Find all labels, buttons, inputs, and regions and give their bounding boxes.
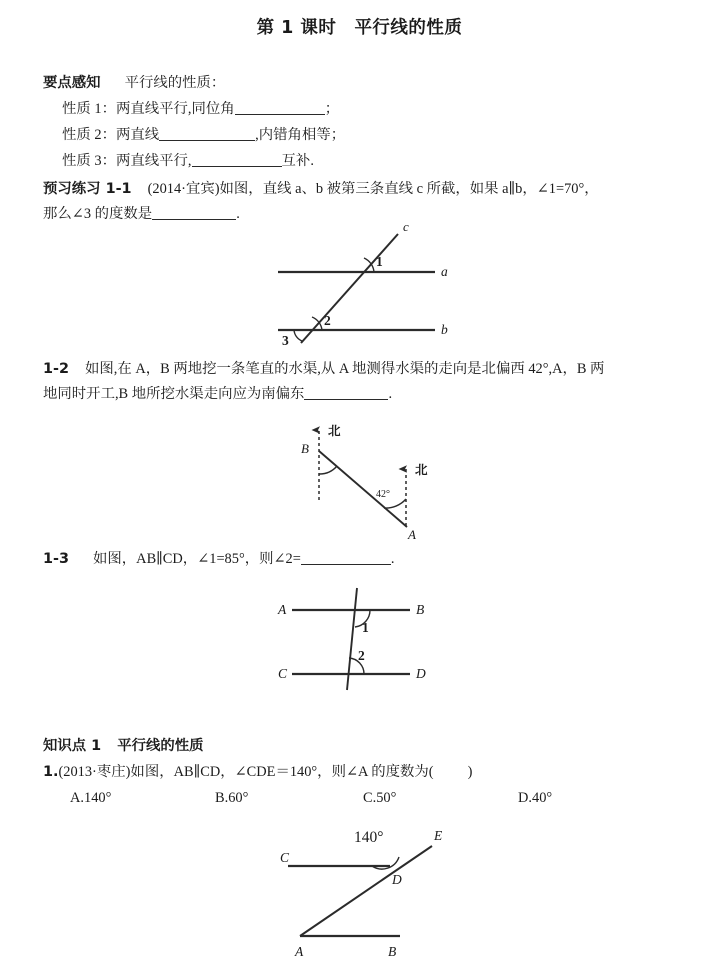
knowledge-point-label: 知识点 1 — [43, 738, 102, 754]
figure4-point-d: D — [392, 872, 402, 887]
exercise-1-2-heading: 1-2 — [43, 361, 69, 377]
exercise-1-1-blank[interactable] — [152, 219, 236, 220]
figure1-label-a: a — [441, 264, 448, 279]
exercise-1-3-text: 如图，AB∥CD，∠1=85°，则∠2= — [93, 551, 301, 567]
figure2-north-label-a: 北 — [415, 462, 428, 477]
keypoint-3-after: 互补. — [281, 153, 314, 169]
figure2-point-a: A — [408, 527, 416, 542]
figure-ab-parallel-cd — [278, 588, 443, 690]
keypoint-item-3 — [62, 150, 314, 173]
keypoints-intro: 平行线的性质： — [124, 75, 226, 91]
option-a[interactable] — [70, 787, 111, 810]
question-1-tail: ) — [467, 764, 473, 780]
question-1-number: 1. — [43, 764, 59, 780]
option-c-key: C. — [363, 790, 377, 806]
exercise-1-3-line — [43, 548, 394, 571]
figure-bearing-north-lines — [286, 412, 461, 540]
figure3-point-b: B — [416, 602, 425, 617]
figure-parallel-lines-transversal — [272, 219, 462, 348]
option-b-value: 60° — [228, 790, 249, 806]
figure4-point-b: B — [388, 944, 397, 959]
keypoint-3-label: 性质 3： — [62, 153, 116, 169]
exercise-1-1-line-2 — [43, 203, 240, 226]
keypoints-heading: 要点感知 — [43, 75, 101, 91]
figure2-point-b: B — [301, 441, 309, 456]
exercise-1-3-period: . — [390, 551, 395, 567]
keypoint-2-label: 性质 2： — [62, 127, 116, 143]
keypoint-3-blank[interactable] — [192, 166, 282, 167]
option-b-key: B. — [215, 790, 229, 806]
exercise-1-1-period: . — [236, 206, 240, 222]
keypoint-1-label: 性质 1： — [62, 101, 116, 117]
keypoint-item-1 — [62, 98, 339, 121]
figure2-north-label-b: 北 — [328, 423, 341, 438]
option-d-value: 40° — [532, 790, 553, 806]
exercise-1-1-text: (2014·宜宾)如图，直线 a、b 被第三条直线 c 所截，如果 a∥b，∠1=70°， — [147, 181, 599, 197]
question-1 — [43, 761, 472, 784]
figure3-point-c: C — [278, 666, 288, 681]
figure4-point-e: E — [434, 828, 443, 843]
figure1-angle-3: 3 — [282, 333, 289, 348]
keypoint-1-before: 两直线平行,同位角 — [115, 101, 235, 117]
keypoints-heading-row — [43, 72, 225, 95]
figure2-angle-value: 42° — [376, 489, 390, 500]
figure1-label-c: c — [403, 219, 409, 234]
keypoint-2-blank[interactable] — [159, 140, 255, 141]
figure4-point-a: A — [295, 944, 304, 959]
option-d[interactable] — [518, 787, 552, 810]
figure4-angle-label: 140° — [354, 829, 384, 846]
keypoint-2-after: ,内错角相等； — [255, 127, 346, 143]
exercise-1-3-blank[interactable] — [301, 564, 391, 565]
keypoint-item-2 — [62, 124, 345, 147]
exercise-1-2-blank[interactable] — [304, 399, 388, 400]
figure4-point-c: C — [280, 850, 290, 865]
exercise-1-2-text-2: 地同时开工,B 地所挖水渠走向应为南偏东 — [43, 386, 305, 402]
figure-angle-140 — [282, 818, 467, 966]
keypoint-1-after: ； — [324, 101, 340, 117]
knowledge-point-heading — [43, 735, 204, 758]
keypoint-3-before: 两直线平行, — [115, 153, 192, 169]
question-1-text: (2013·枣庄)如图，AB∥CD，∠CDE＝140°，则∠A 的度数为( — [58, 764, 434, 780]
keypoint-1-blank[interactable] — [235, 114, 325, 115]
figure3-point-d: D — [416, 666, 426, 681]
figure3-angle-2: 2 — [358, 648, 365, 663]
knowledge-point-topic: 平行线的性质 — [117, 738, 204, 754]
page-title-lesson: 第 1 课时 — [256, 18, 337, 38]
page-title — [0, 14, 719, 39]
figure3-point-a: A — [278, 602, 287, 617]
exercise-1-1-line-1 — [43, 178, 599, 201]
option-b[interactable] — [215, 787, 248, 810]
exercise-1-2-line-1 — [43, 358, 604, 381]
option-d-key: D. — [518, 790, 532, 806]
exercise-1-1-text-2: 那么∠3 的度数是 — [43, 206, 153, 222]
keypoint-2-before: 两直线 — [115, 127, 160, 143]
exercise-1-2-text: 如图,在 A，B 两地挖一条笔直的水渠,从 A 地测得水渠的走向是北偏西 42°,A，B 两 — [85, 361, 605, 377]
exercise-1-3-heading: 1-3 — [43, 551, 69, 567]
exercise-1-2-line-2 — [43, 383, 392, 406]
option-c-value: 50° — [376, 790, 397, 806]
option-c[interactable] — [363, 787, 396, 810]
exercise-1-1-heading: 预习练习 1-1 — [43, 181, 132, 197]
option-a-value: 140° — [84, 790, 112, 806]
figure1-angle-2: 2 — [324, 313, 331, 328]
page-title-topic: 平行线的性质 — [354, 18, 463, 38]
exercise-1-2-period: . — [388, 386, 393, 402]
option-a-key: A. — [70, 790, 84, 806]
figure3-angle-1: 1 — [362, 620, 369, 635]
figure1-label-b: b — [441, 322, 448, 337]
figure1-angle-1: 1 — [376, 254, 383, 269]
